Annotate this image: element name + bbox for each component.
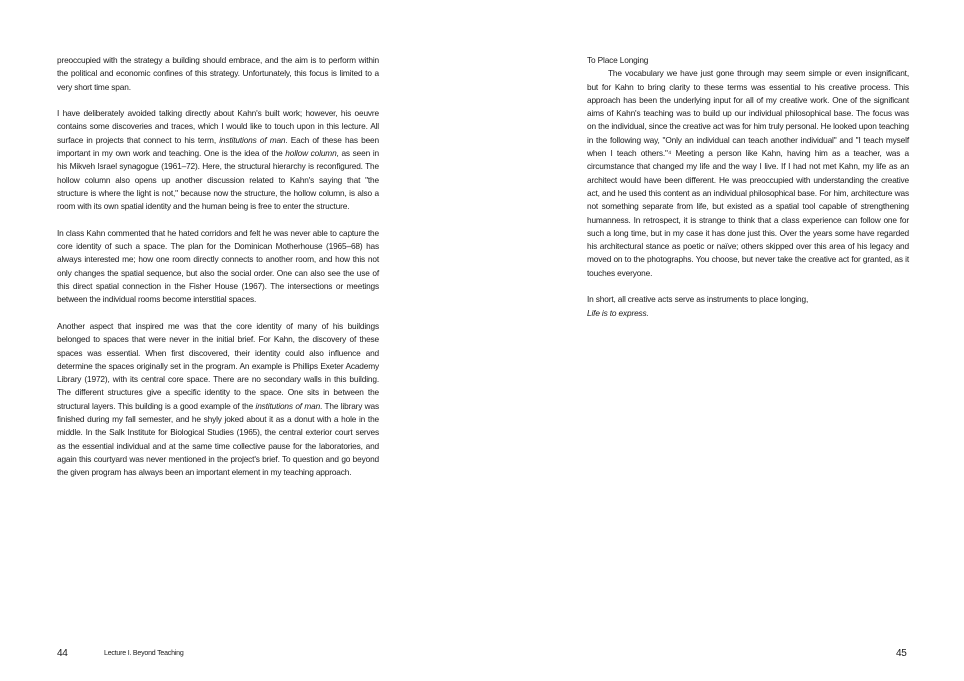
- text-segment: . The library was finished during my fall semester, and he shyly joked about it as a donut with a hole in the middle. In the Salk Institute for Biological Studies (1965), the central exterior court serves as the essential individual and at the same time collective pause for the laboratories, and again this courtyard was never mentioned in the project's brief. To question and go beyond the given program has always been an important element in my teaching approach.: [57, 400, 379, 478]
- running-head: Lecture I. Beyond Teaching: [104, 650, 184, 657]
- paragraph: [57, 227, 379, 307]
- paragraph: [587, 67, 909, 280]
- text-segment: I have deliberately avoided talking directly about Kahn's built work; however, his oeuvre contains some discoveries and traces, which I would like to touch upon in this lecture. All surface in projects that connect to his term,: [57, 108, 379, 145]
- right-page: [482, 0, 964, 681]
- italic-term: hollow column: [285, 148, 337, 159]
- paragraph: [57, 54, 379, 94]
- paragraph: [57, 107, 379, 213]
- text-segment: The vocabulary we have just gone through may seem simple or even insignificant, but for Kahn to bring clarity to these terms was essential to his creative process. This approach has been the underlying input for all of my creative work. One of the significant aims of Kahn's teaching was to build up our individual philosophical base. The focus was on the individual, since the creative act was for him truly personal. He looked upon teaching in the following way, "Only an individual can teach another individual" and "I teach myself when I teach others."⁴ Meeting a person like Kahn, having him as a teacher, was a circumstance that changed my life and the way I live. If I had not met Kahn, my life as an architect would have been different. He was preoccupied with understanding the creative act, and he used this content as an individual philosophical base. For him, architecture was not something separate from life, but existed as a spatial tool capable of strengthening humanness. In retrospect, it is strange to think that a class experience can follow one for such a long time, but in my case it has done just this. Over the years some have regarded his architectural stance as poetic or naïve; others skipped over this area of his legacy and moved on to the photographs. You choose, but never take the creative act for granted, as it touches everyone.: [587, 68, 909, 278]
- closing-statement: [587, 293, 909, 320]
- right-text-column: [587, 54, 909, 320]
- text-segment: In class Kahn commented that he hated corridors and felt he was never able to capture the core identity of such a space. The plan for the Dominican Motherhouse (1965–68) has always interested me; how one room directly connects to another room, and how this not only changes the spatial sequence, but also the social order. One can also see the use of this direct spatial connection in the Fisher House (1967). The intersections or meetings between the individual rooms become interstitial spaces.: [57, 227, 379, 305]
- text-segment: preoccupied with the strategy a building should embrace, and the aim is to perform within the political and economic confines of this strategy. Unfortunately, this focus is limited to a very short time span.: [57, 55, 379, 92]
- text-segment: . Each of these has been important in my own work and teaching. One is the idea of the: [57, 134, 379, 159]
- section-heading: To Place Longing: [587, 55, 649, 65]
- closing-italic-line: Life is to express.: [587, 307, 649, 318]
- italic-term: institutions of man: [219, 134, 286, 145]
- left-text-column: [57, 54, 379, 493]
- text-segment: Another aspect that inspired me was that the core identity of many of his buildings belonged to spaces that were never in the initial brief. For Kahn, the discovery of these spaces was essential. When first discovered, their identity could also influence and determine the spaces originally set in the program. An example is Phillips Exeter Academy Library (1972), with its central core space. There are no secondary walls in this building. The different structures give a specific identity to the space. One sits in between the structural layers. This building is a good example of the: [57, 320, 379, 411]
- page-number: 45: [896, 648, 907, 659]
- paragraph: [57, 320, 379, 480]
- text-segment: , as seen in his Mikveh Israel synagogue (1961–72). Here, the structural hierarchy is reconfigured. The hollow column also opens up another discussion related to Kahn's saying that "the structure is where the light is not," because now the structure, the hollow column, is also a room with its own spatial identity and the human being is free to enter the structure.: [57, 148, 379, 212]
- page-number: 44: [57, 648, 68, 659]
- italic-term: institutions of man: [255, 400, 321, 411]
- closing-line: In short, all creative acts serve as instruments to place longing,: [587, 294, 809, 305]
